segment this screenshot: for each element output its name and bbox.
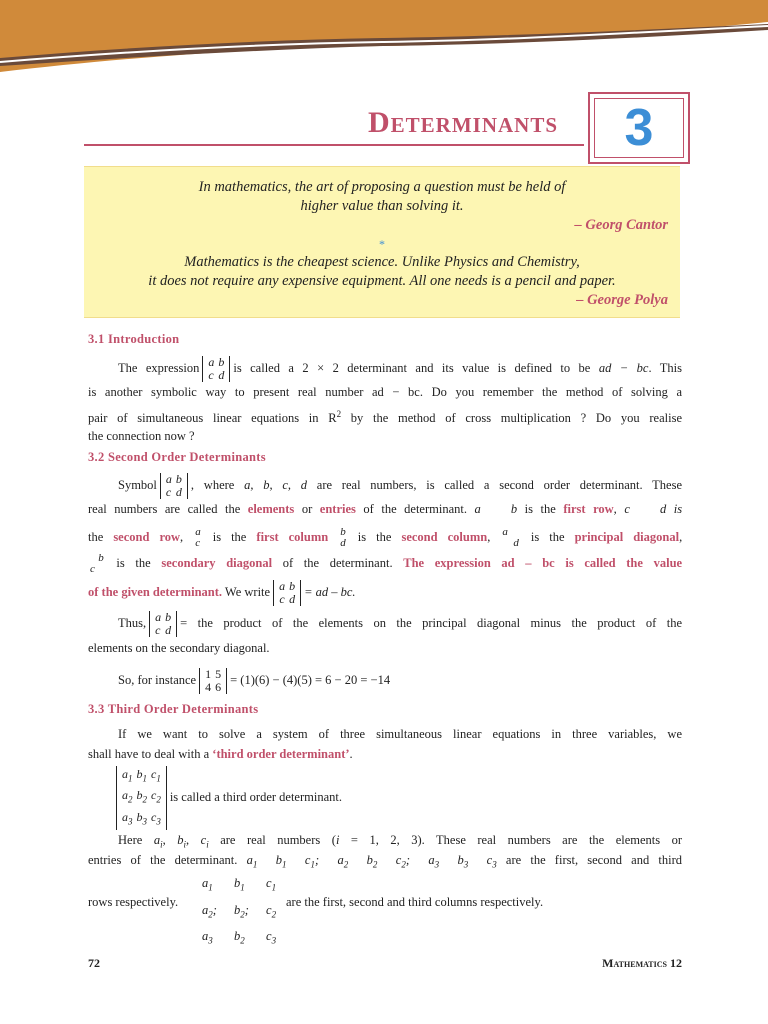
text: are the first, second and third columns respectively. (286, 895, 544, 909)
determinant-2x2: a b c d (149, 611, 177, 637)
second-line-1 (118, 473, 682, 499)
stack-b-c: b c (90, 552, 104, 575)
intro-line-3 (88, 406, 682, 426)
determinant-3x3: $a_1$ $b_1$ $c_1$ $a_2$ $b_2$ $c_2$ $a_3$ $b_3$ $c_3$ (116, 766, 167, 830)
stack-a-d: a d (502, 526, 519, 549)
text: the (88, 529, 104, 544)
determinant-example (199, 668, 227, 694)
section-heading-intro: 3.1 Introduction (88, 332, 180, 346)
text: by the method of cross multiplication ? Do you realise (341, 411, 682, 426)
text: , where (190, 477, 235, 492)
book-title: Mathematics 12 (602, 956, 682, 970)
third-line-3 (88, 766, 682, 827)
header-band (0, 0, 768, 80)
keyword-elements: elements (247, 502, 295, 516)
second-line-6 (118, 611, 682, 637)
second-line-8 (118, 668, 682, 694)
text: are real numbers, is called a second order determinant. These (316, 477, 683, 492)
text: ad − bc (598, 360, 649, 375)
det-cell: 1 (205, 667, 212, 681)
text: We write (224, 584, 271, 599)
det-cell: 6 (215, 680, 222, 694)
intro-line-2: is another symbolic way to present real number ad − bc. Do you remember the method of solving a (88, 385, 682, 399)
superscript: 2 (336, 409, 342, 419)
text: of the determinant. (282, 555, 393, 570)
keyword-third-order: ‘third order determinant’ (212, 747, 350, 761)
title-rule (84, 144, 584, 146)
keyword-first-row: first row (563, 502, 614, 516)
determinant-2x2: a b c d (273, 580, 301, 606)
text: = 1, 2, 3). These real numbers are the elements or (339, 833, 683, 847)
keyword-value-expression: The expression ad – bc is called the value (403, 555, 683, 570)
quote-1-line-2: higher value than solving it. (300, 198, 464, 214)
text: is the (530, 529, 565, 544)
chapter-number-box (588, 92, 690, 164)
quote-2-line-2: it does not require any expensive equipment. All one needs is a pencil and paper. (148, 273, 616, 289)
stack-b-d: b d (340, 526, 346, 549)
quote-2-author: – George Polya (576, 292, 668, 308)
text: Thus, (118, 615, 147, 630)
second-line-2 (88, 501, 682, 517)
quote-1-line-1: In mathematics, the art of proposing a question must be held of (198, 179, 566, 195)
keyword-given-determinant: of the given determinant. (88, 584, 223, 599)
chapter-number: 3 (624, 99, 654, 157)
stack-a-c: a c (195, 526, 201, 549)
third-line-4: Here $a_i$, $b_i$, $c_i$ are real numbers (i = 1, 2, 3). These real numbers are the elements or (118, 833, 683, 850)
keyword-first-column: first column (256, 529, 329, 544)
second-line-3: the second row, a c is the first column b d is the second column, a d is the principal diagonal, (88, 526, 683, 549)
text: So, for instance (118, 672, 197, 687)
text: entries of the determinant. (88, 853, 238, 867)
text: or (301, 502, 313, 516)
text: a, b, c, d (244, 477, 308, 492)
quote-1-author: – Georg Cantor (574, 217, 668, 233)
second-line-4 (88, 553, 682, 575)
chapter-number-box-inner (594, 98, 684, 158)
chapter-title: Determinants (368, 106, 559, 139)
column-stack: $c_1$ $c_2$ $c_3$ (266, 876, 277, 946)
quote-separator: * (379, 237, 385, 251)
text: shall have to deal with a (88, 747, 210, 761)
third-line-2 (88, 746, 682, 762)
text: . (349, 747, 353, 761)
text: = the product of the elements on the principal diagonal minus the product of the (180, 615, 682, 630)
keyword-principal-diagonal: principal diagonal (574, 529, 680, 544)
text: , c d is (613, 502, 683, 516)
det-cell: 4 (205, 680, 212, 694)
text: is called a third order determinant. (169, 789, 342, 804)
text: = (1)(6) − (4)(5) = 6 − 20 = −14 (230, 672, 391, 687)
determinant-2x2: a b c d (202, 356, 230, 382)
text: are the first, second and third (505, 853, 683, 867)
section-heading-third: 3.3 Third Order Determinants (88, 702, 259, 716)
third-line-1: If we want to solve a system of three simultaneous linear equations in three variables, we (118, 727, 682, 741)
text: is called a 2 × 2 determinant and its value is defined to be (233, 360, 591, 375)
text: real numbers are called the (88, 502, 241, 516)
page-number: 72 (88, 956, 100, 970)
quote-box (84, 166, 680, 318)
text: a b (474, 502, 518, 516)
second-line-7: elements on the secondary diagonal. (88, 641, 270, 655)
text: are real numbers ( (220, 833, 336, 847)
section-heading-second: 3.2 Second Order Determinants (88, 450, 266, 464)
text: Symbol (118, 477, 157, 492)
text: is the (116, 555, 151, 570)
intro-line-1 (118, 356, 682, 382)
keyword-second-row: second row (113, 529, 181, 544)
text: pair of simultaneous linear equations in R (88, 411, 337, 426)
text: The expression (118, 360, 200, 375)
third-line-6 (88, 872, 682, 946)
column-stack: $b_1$ $b_2$; $b_2$ (234, 876, 249, 946)
text: i (335, 833, 340, 847)
text: is the (524, 502, 556, 516)
det-cell: 5 (215, 667, 222, 681)
text: is the (357, 529, 392, 544)
third-line-5: entries of the determinant. $a_1$ $b_1$ $c_1$; $a_2$ $b_2$ $c_2$; $a_3$ $b_3$ $c_3$ are the first, second and third (88, 853, 683, 870)
column-stack: $a_1$ $a_2$; $a_3$ (202, 876, 217, 946)
text: = ad – bc. (304, 584, 356, 599)
second-line-5 (88, 580, 682, 606)
text: . This (648, 360, 683, 375)
keyword-second-column: second column (401, 529, 488, 544)
text: is the (212, 529, 247, 544)
text: Here (118, 833, 143, 847)
text: rows respectively. (88, 895, 179, 909)
text: of the determinant. (363, 502, 467, 516)
quote-2-line-1: Mathematics is the cheapest science. Unlike Physics and Chemistry, (184, 254, 580, 270)
intro-line-4: the connection now ? (88, 429, 195, 443)
determinant-2x2: a b c d (160, 473, 188, 499)
keyword-secondary-diagonal: secondary diagonal (161, 555, 273, 570)
keyword-entries: entries (319, 502, 356, 516)
